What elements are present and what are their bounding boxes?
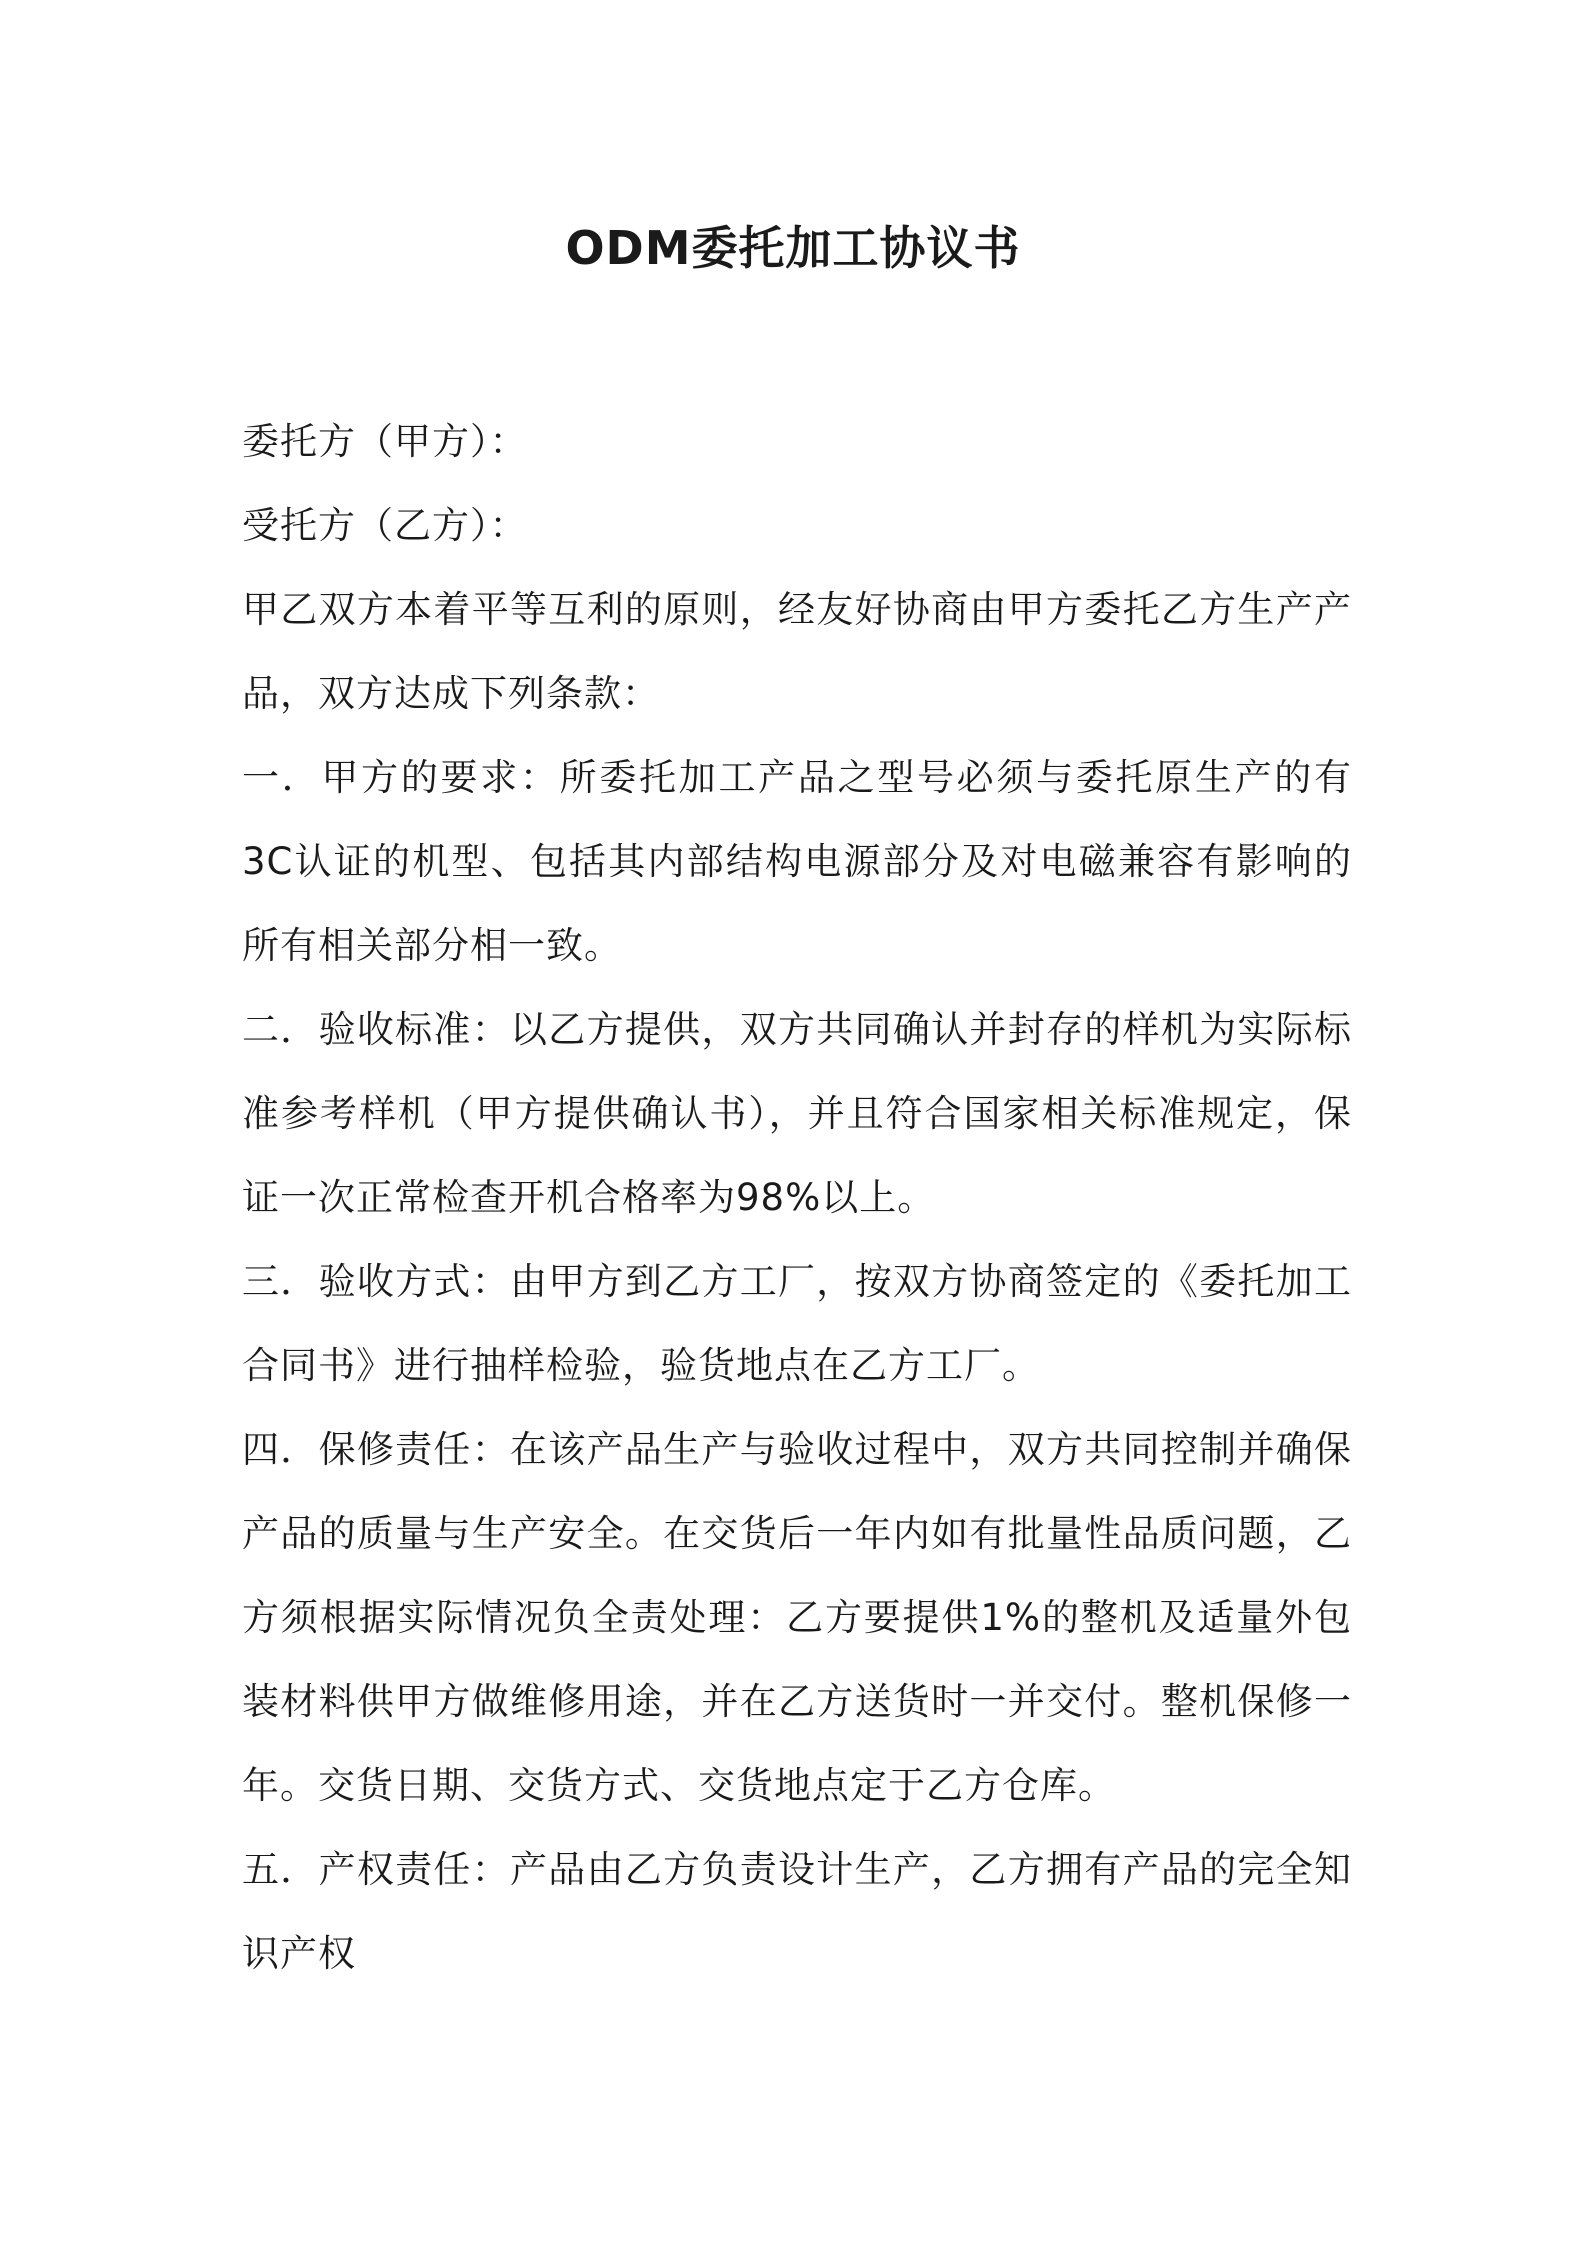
document-body xyxy=(242,400,1352,1996)
preamble-paragraph: 甲乙双方本着平等互利的原则，经友好协商由甲方委托乙方生产产品，双方达成下列条款： xyxy=(242,588,1352,715)
clause-2-acceptance-standard: 二．验收标准：以乙方提供，双方共同确认并封存的样机为实际标准参考样机（甲方提供确认书），并且符合国家相关标准规定，保证一次正常检查开机合格率为98%以上。 xyxy=(242,1008,1352,1219)
clause-1-requirements: 一．甲方的要求：所委托加工产品之型号必须与委托原生产的有3C认证的机型、包括其内部结构电源部分及对电磁兼容有影响的所有相关部分相一致。 xyxy=(242,756,1352,967)
clause-4-warranty: 四．保修责任：在该产品生产与验收过程中，双方共同控制并确保产品的质量与生产安全。在交货后一年内如有批量性品质问题，乙方须根据实际情况负全责处理：乙方要提供1%的整机及适量外包装材料供甲方做维修用途，并在乙方送货时一并交付。整机保修一年。交货日期、交货方式、交货地点定于乙方仓库。 xyxy=(242,1428,1352,1807)
clause-5-property-rights: 五．产权责任：产品由乙方负责设计生产，乙方拥有产品的完全知识产权 xyxy=(242,1848,1352,1975)
clause-3-acceptance-method: 三．验收方式：由甲方到乙方工厂，按双方协商签定的《委托加工合同书》进行抽样检验，验货地点在乙方工厂。 xyxy=(242,1260,1352,1387)
document-title: ODM委托加工协议书 xyxy=(565,221,1021,275)
client-party-line: 委托方（甲方）： xyxy=(242,420,528,463)
contractor-party-line: 受托方（乙方）： xyxy=(242,504,528,547)
